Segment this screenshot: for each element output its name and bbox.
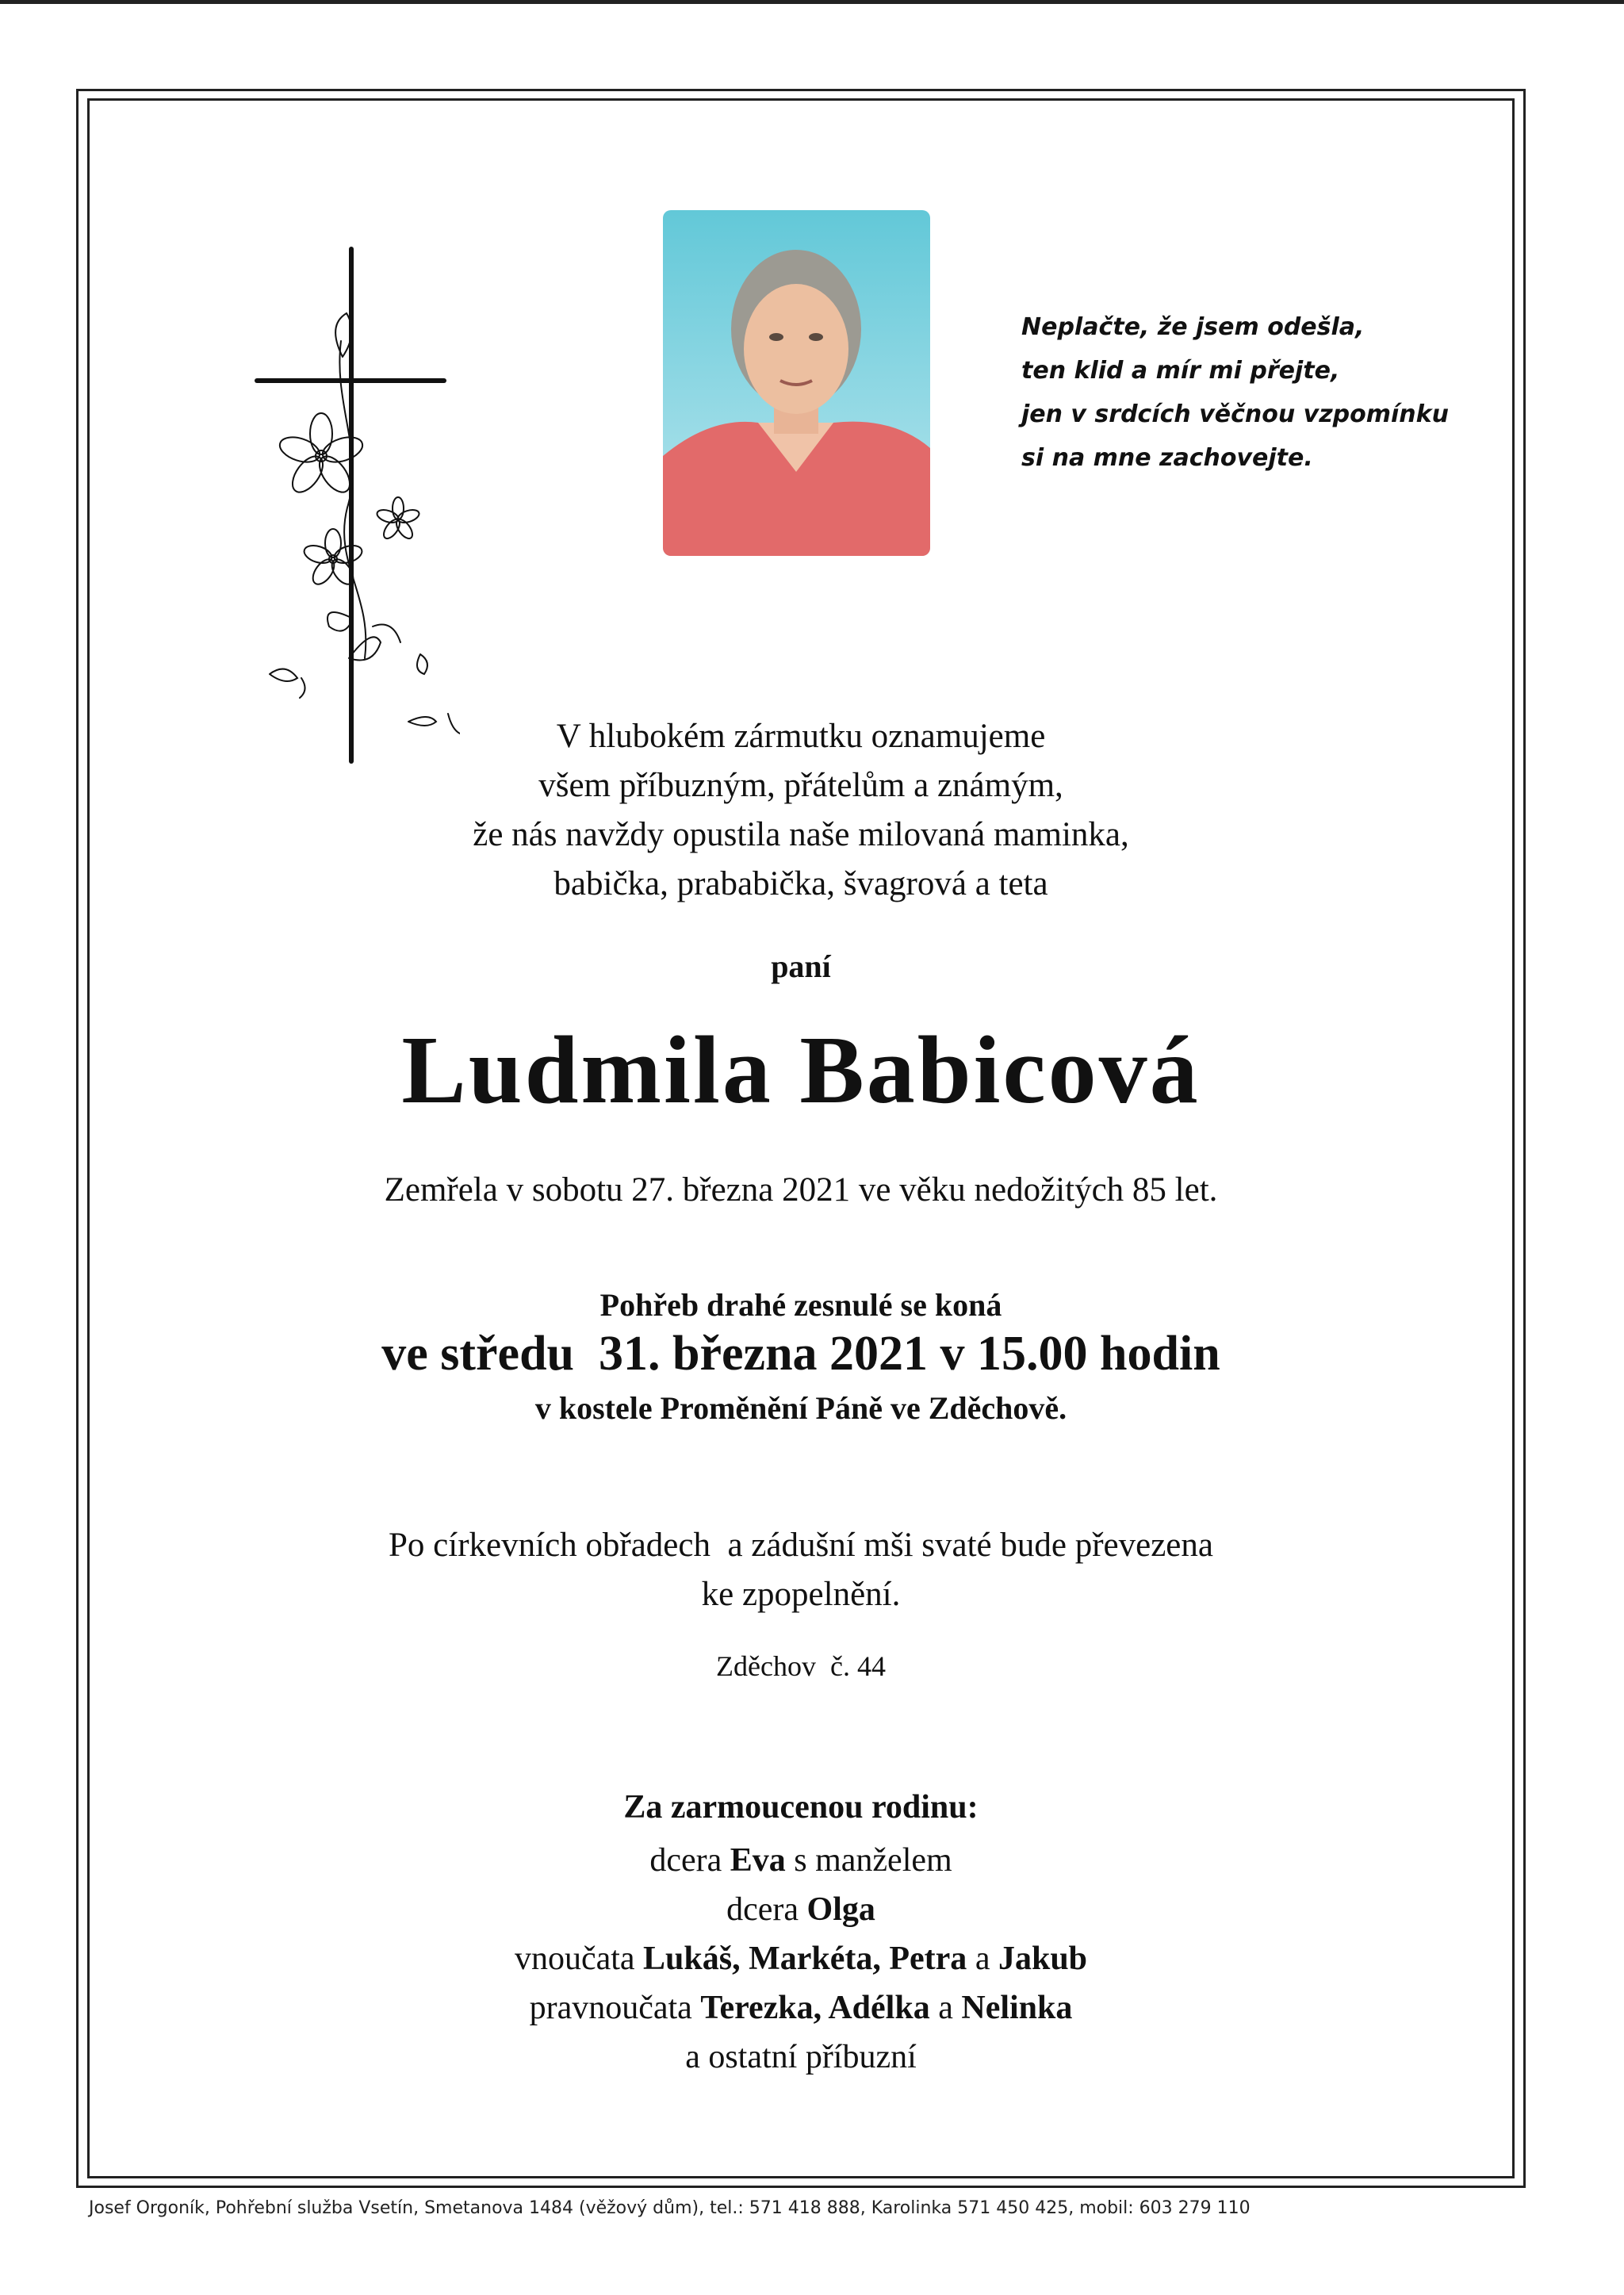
family-relation: dcera: [649, 1842, 730, 1879]
family-member-names: Eva: [730, 1842, 786, 1879]
family-conjunction: a: [929, 1990, 962, 2026]
announcement-line: V hlubokém zármutku oznamujeme: [556, 718, 1046, 755]
family-member-names: Terezka, Adélka: [700, 1990, 930, 2026]
honorific: paní: [771, 948, 831, 984]
poem-verse: [1021, 305, 1465, 480]
funeral-heading: Pohřeb drahé zesnulé se koná: [599, 1287, 1002, 1323]
cross-with-flowers-icon: [254, 246, 460, 769]
poem-line: jen v srdcích věčnou vzpomínku: [1021, 400, 1449, 428]
family-relation: pravnoučata: [529, 1990, 701, 2026]
poem-line: ten klid a mír mi přejte,: [1021, 357, 1340, 385]
family-line: [87, 1934, 1515, 1983]
poem-line: si na mne zachovejte.: [1021, 444, 1313, 472]
family-relation: vnoučata: [514, 1941, 644, 1977]
family-line: [87, 1983, 1515, 2033]
family-member-names: Lukáš, Markéta, Petra: [643, 1941, 967, 1977]
funeral-date-time: ve středu 31. března 2021 v 15.00 hodin: [381, 1327, 1220, 1381]
family-member-names: Jakub: [998, 1941, 1088, 1977]
announcement: [87, 712, 1515, 909]
after-ceremony: [87, 1521, 1515, 1619]
announcement-line: babička, prababička, švagrová a teta: [553, 865, 1048, 902]
funeral-service-footer: Josef Orgoník, Pohřební služba Vsetín, Smetanova 1484 (věžový dům), tel.: 571 418 888, Karolinka 571 450 425, mobil: 603 279 110: [89, 2198, 1251, 2218]
funeral-place: v kostele Proměnění Páně ve Zděchově.: [534, 1390, 1067, 1426]
announcement-line: že nás navždy opustila naše milovaná maminka,: [473, 816, 1129, 853]
family-relation: a ostatní příbuzní: [685, 2039, 917, 2075]
portrait-photo: [663, 210, 930, 556]
family-conjunction: a: [967, 1941, 998, 1977]
family-member-names: Nelinka: [961, 1990, 1073, 2026]
death-notice: Zemřela v sobotu 27. března 2021 ve věku nedožitých 85 let.: [384, 1171, 1218, 1209]
poem-line: Neplačte, že jsem odešla,: [1021, 313, 1365, 341]
address: Zděchov č. 44: [716, 1650, 886, 1682]
after-ceremony-line: Po církevních obřadech a zádušní mši svaté bude převezena: [389, 1527, 1213, 1564]
family-line: [87, 1885, 1515, 1934]
family-relation: dcera: [726, 1891, 807, 1928]
family-member-names: Olga: [806, 1891, 875, 1928]
announcement-line: všem příbuzným, přátelům a známým,: [538, 767, 1063, 804]
top-rule: [0, 0, 1624, 4]
family-list: [87, 1836, 1515, 2082]
after-ceremony-line: ke zpopelnění.: [701, 1576, 901, 1613]
family-line: [87, 2033, 1515, 2082]
family-heading: Za zarmoucenou rodinu:: [623, 1789, 979, 1826]
family-line: [87, 1836, 1515, 1885]
family-suffix: s manželem: [785, 1842, 952, 1879]
deceased-name: Ludmila Babicová: [401, 1017, 1201, 1124]
